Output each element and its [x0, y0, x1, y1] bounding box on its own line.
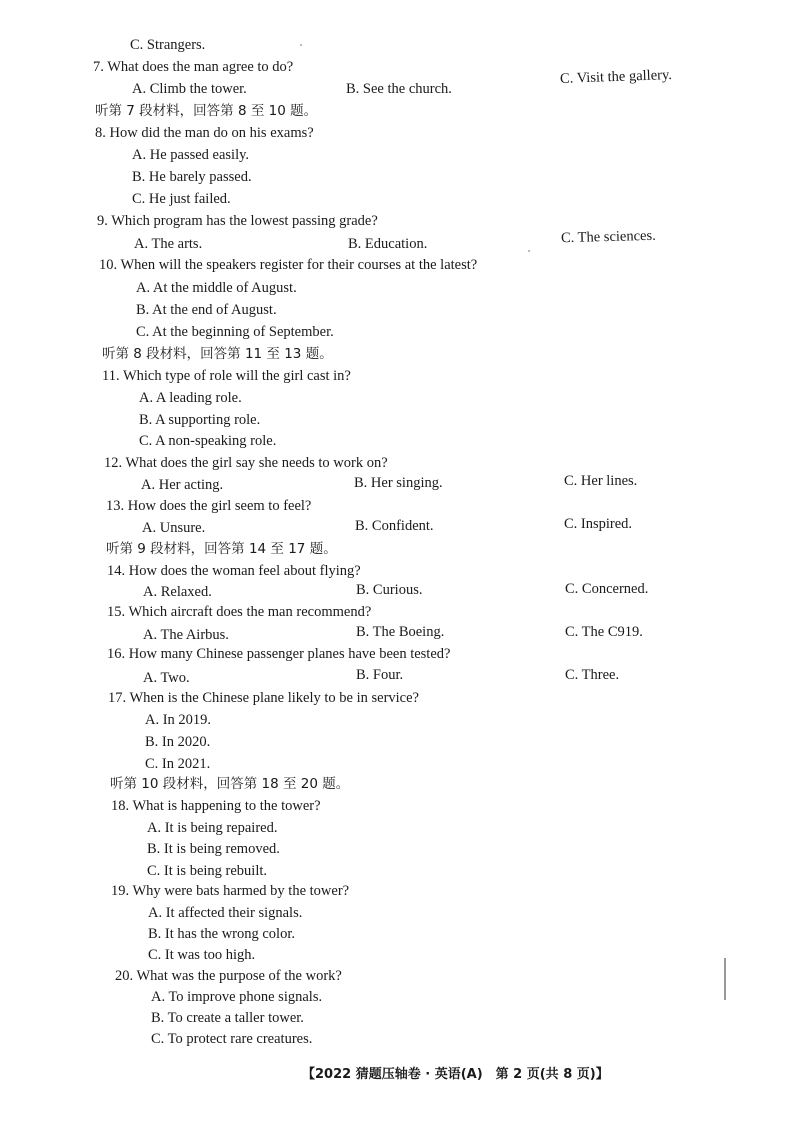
section-9-heading: 听第 9 段材料，回答第 14 至 17 题。 [106, 541, 337, 557]
option-10c: C. At the beginning of September. [136, 324, 334, 340]
scan-speck [300, 44, 302, 46]
option-8c: C. He just failed. [132, 191, 231, 207]
section-8-heading: 听第 8 段材料，回答第 11 至 13 题。 [102, 346, 333, 362]
option-9c: C. The sciences. [560, 227, 656, 247]
option-11a: A. A leading role. [139, 390, 242, 406]
question-15: 15. Which aircraft does the man recommend? [107, 604, 372, 620]
question-19: 19. Why were bats harmed by the tower? [111, 883, 350, 899]
option-15a: A. The Airbus. [143, 627, 229, 643]
option-20a: A. To improve phone signals. [151, 989, 323, 1005]
option-7a: A. Climb the tower. [132, 81, 247, 97]
option-20b: B. To create a taller tower. [151, 1010, 304, 1026]
question-17: 17. When is the Chinese plane likely to be in service? [108, 690, 419, 706]
option-18a: A. It is being repaired. [147, 820, 278, 836]
option-12c: C. Her lines. [564, 473, 638, 489]
scan-mark [724, 958, 726, 1000]
option-19a: A. It affected their signals. [148, 905, 303, 921]
option-9b: B. Education. [348, 236, 428, 252]
option-13c: C. Inspired. [564, 516, 633, 532]
question-13: 13. How does the girl seem to feel? [106, 498, 312, 514]
page-footer: 【2022 猜题压轴卷 · 英语(A) 第 2 页(共 8 页)】 [302, 1067, 609, 1082]
option-16a: A. Two. [143, 670, 190, 686]
question-18: 18. What is happening to the tower? [111, 798, 321, 814]
option-14c: C. Concerned. [565, 581, 649, 597]
section-10-heading: 听第 10 段材料，回答第 18 至 20 题。 [110, 776, 350, 792]
option-16b: B. Four. [356, 667, 404, 683]
option-19c: C. It was too high. [148, 947, 256, 963]
option-17a: A. In 2019. [145, 712, 212, 728]
option-18c: C. It is being rebuilt. [147, 863, 268, 879]
option-20c: C. To protect rare creatures. [151, 1031, 313, 1047]
question-9: 9. Which program has the lowest passing grade? [97, 213, 378, 229]
question-8: 8. How did the man do on his exams? [95, 125, 314, 141]
option-10a: A. At the middle of August. [136, 280, 297, 296]
option-19b: B. It has the wrong color. [148, 926, 295, 942]
option-15b: B. The Boeing. [356, 624, 445, 640]
question-7: 7. What does the man agree to do? [93, 59, 294, 75]
option-11b: B. A supporting role. [139, 412, 261, 428]
option-14b: B. Curious. [356, 582, 423, 598]
question-12: 12. What does the girl say she needs to work on? [104, 455, 388, 471]
option-13b: B. Confident. [355, 518, 434, 534]
option-13a: A. Unsure. [142, 520, 206, 536]
option-12b: B. Her singing. [354, 475, 443, 491]
option-6c: C. Strangers. [130, 37, 206, 53]
option-15c: C. The C919. [565, 624, 643, 640]
option-17b: B. In 2020. [145, 734, 211, 750]
section-7-heading: 听第 7 段材料，回答第 8 至 10 题。 [95, 103, 318, 119]
option-16c: C. Three. [565, 667, 620, 683]
option-10b: B. At the end of August. [136, 302, 277, 318]
question-16: 16. How many Chinese passenger planes have been tested? [107, 646, 451, 662]
question-14: 14. How does the woman feel about flying? [107, 563, 361, 579]
question-10: 10. When will the speakers register for their courses at the latest? [99, 257, 478, 273]
option-17c: C. In 2021. [145, 756, 211, 772]
option-12a: A. Her acting. [141, 477, 224, 493]
option-14a: A. Relaxed. [143, 584, 212, 600]
option-7c: C. Visit the gallery. [559, 67, 673, 87]
question-11: 11. Which type of role will the girl cast in? [102, 368, 351, 384]
option-18b: B. It is being removed. [147, 841, 280, 857]
scan-speck [528, 250, 530, 252]
question-20: 20. What was the purpose of the work? [115, 968, 342, 984]
option-7b: B. See the church. [346, 81, 452, 97]
option-9a: A. The arts. [134, 236, 203, 252]
option-8a: A. He passed easily. [132, 147, 250, 163]
option-11c: C. A non-speaking role. [139, 433, 277, 449]
option-8b: B. He barely passed. [132, 169, 252, 185]
